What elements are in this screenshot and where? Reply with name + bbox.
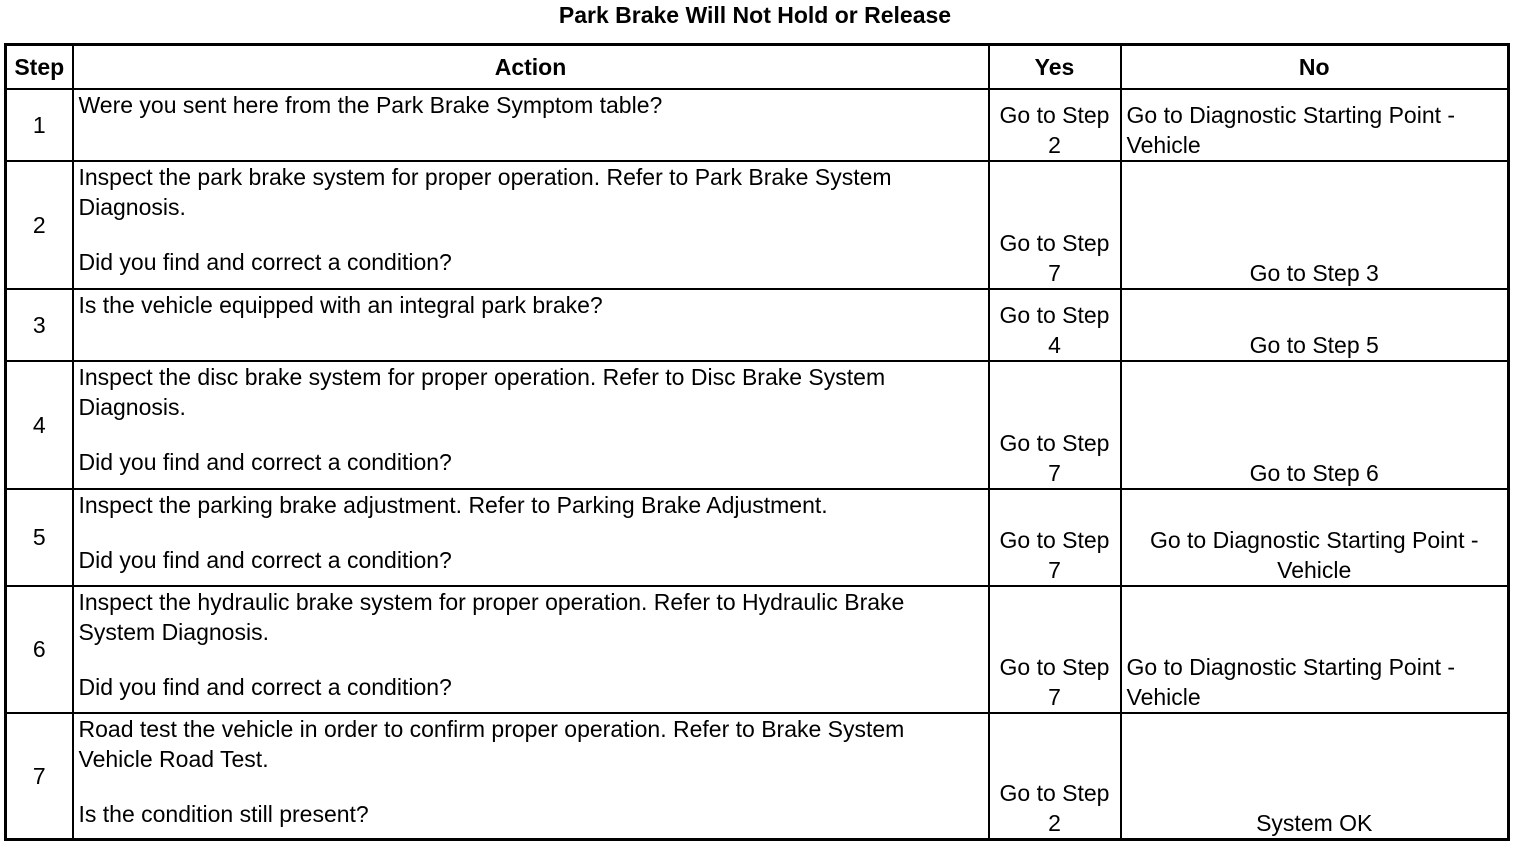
table-row bbox=[6, 289, 1509, 361]
action-text: Inspect the disc brake system for proper operation. Refer to Disc Brake System Diagnosis. bbox=[78, 363, 886, 420]
paragraph-gap bbox=[79, 647, 983, 672]
table-row bbox=[6, 361, 1509, 489]
document-title: Park Brake Will Not Hold or Release bbox=[558, 2, 952, 28]
action-cell bbox=[73, 89, 989, 161]
diagnostic-table bbox=[4, 43, 1510, 841]
action-text: Inspect the park brake system for proper operation. Refer to Park Brake System Diagnosis. bbox=[78, 163, 892, 220]
no-cell: Go to Step 3 bbox=[1121, 161, 1509, 289]
table-row bbox=[6, 713, 1509, 840]
paragraph-gap bbox=[79, 422, 983, 447]
table-row bbox=[6, 489, 1509, 586]
paragraph-gap bbox=[79, 222, 983, 247]
action-question: Did you find and correct a condition? bbox=[78, 448, 452, 475]
step-number: 1 bbox=[6, 89, 73, 161]
table-row bbox=[6, 89, 1509, 161]
no-cell: Go to Diagnostic Starting Point - Vehicle bbox=[1121, 489, 1509, 586]
yes-cell: Go to Step 2 bbox=[989, 713, 1121, 840]
step-number: 6 bbox=[6, 586, 73, 713]
paragraph-gap bbox=[79, 774, 983, 799]
step-number: 5 bbox=[6, 489, 73, 586]
table-row bbox=[6, 586, 1509, 713]
action-question: Did you find and correct a condition? bbox=[78, 673, 452, 700]
action-text: Inspect the parking brake adjustment. Refer to Parking Brake Adjustment. bbox=[78, 491, 828, 518]
action-question: Did you find and correct a condition? bbox=[78, 546, 452, 573]
table-row bbox=[6, 161, 1509, 289]
action-text: Road test the vehicle in order to confirm proper operation. Refer to Brake System Vehicle Road Test. bbox=[78, 715, 905, 772]
action-text: Is the vehicle equipped with an integral park brake? bbox=[78, 291, 603, 318]
action-cell bbox=[73, 289, 989, 361]
action-cell bbox=[73, 489, 989, 586]
action-question: Did you find and correct a condition? bbox=[78, 248, 452, 275]
paragraph-gap bbox=[79, 520, 983, 545]
action-cell bbox=[73, 361, 989, 489]
step-number: 3 bbox=[6, 289, 73, 361]
no-cell: Go to Step 6 bbox=[1121, 361, 1509, 489]
step-number: 7 bbox=[6, 713, 73, 840]
no-cell: Go to Step 5 bbox=[1121, 289, 1509, 361]
header-row bbox=[6, 45, 1509, 89]
action-cell bbox=[73, 161, 989, 289]
action-text: Inspect the hydraulic brake system for proper operation. Refer to Hydraulic Brake System Diagnosis. bbox=[78, 588, 905, 645]
yes-cell: Go to Step 7 bbox=[989, 489, 1121, 586]
yes-cell: Go to Step 4 bbox=[989, 289, 1121, 361]
no-cell: Go to Diagnostic Starting Point - Vehicle bbox=[1121, 89, 1509, 161]
header-step: Step bbox=[6, 45, 73, 89]
header-yes: Yes bbox=[989, 45, 1121, 89]
action-cell bbox=[73, 586, 989, 713]
action-text: Were you sent here from the Park Brake Symptom table? bbox=[78, 91, 663, 118]
header-action: Action bbox=[73, 45, 989, 89]
step-number: 2 bbox=[6, 161, 73, 289]
yes-cell: Go to Step 7 bbox=[989, 586, 1121, 713]
yes-cell: Go to Step 7 bbox=[989, 361, 1121, 489]
action-cell bbox=[73, 713, 989, 840]
header-no: No bbox=[1121, 45, 1509, 89]
no-cell: System OK bbox=[1121, 713, 1509, 840]
action-question: Is the condition still present? bbox=[78, 800, 369, 827]
yes-cell: Go to Step 2 bbox=[989, 89, 1121, 161]
step-number: 4 bbox=[6, 361, 73, 489]
no-cell: Go to Diagnostic Starting Point - Vehicle bbox=[1121, 586, 1509, 713]
yes-cell: Go to Step 7 bbox=[989, 161, 1121, 289]
